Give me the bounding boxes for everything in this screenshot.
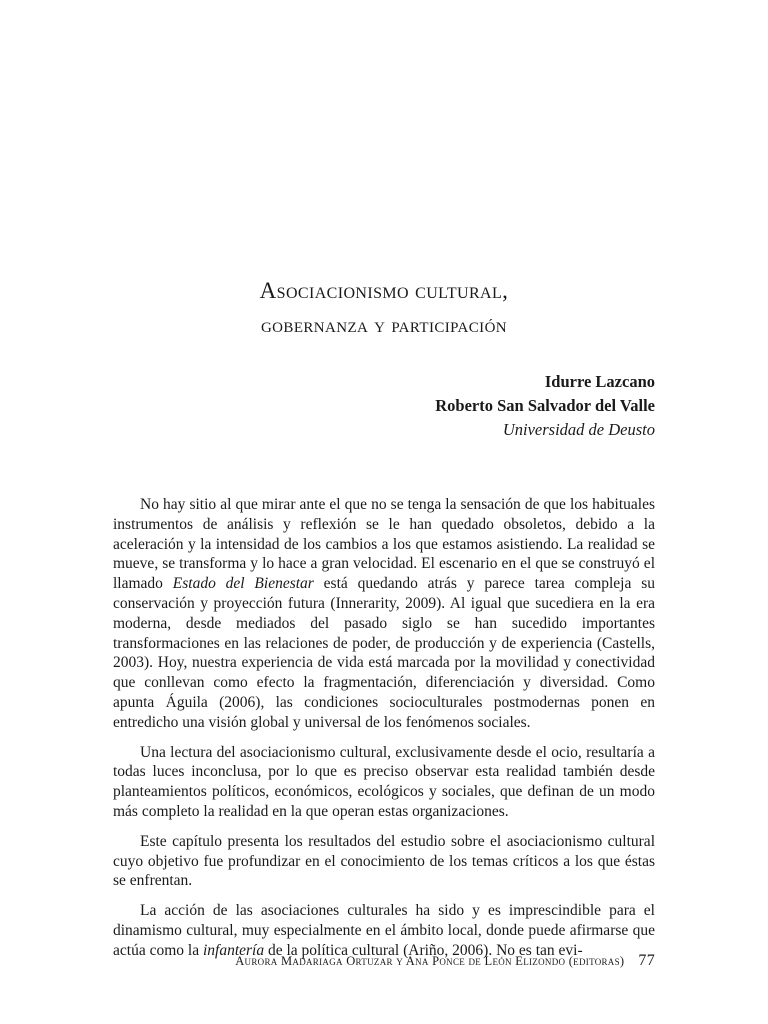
author-block	[435, 370, 655, 442]
chapter-title-line-1: Asociacionismo cultural,	[259, 278, 509, 303]
author-name-2: Roberto San Salvador del Valle	[435, 396, 655, 415]
chapter-title-line-2: gobernanza y participación	[260, 312, 508, 337]
author-name-1: Idurre Lazcano	[544, 372, 655, 391]
paragraph-4-emphasis: infantería	[202, 941, 265, 959]
paragraph-1-part-a: No hay sitio al que mirar ante el que no se tenga la sensación de que los habituales instrumentos de análisis y reflexión se le han quedado obsoletos, debido a la aceleración y la intensidad de los cambios a los que estamos asistiendo. La realidad se mueve, se transforma y lo hace a gran velocidad. El escenario en el que se construyó el llamado	[113, 496, 655, 593]
paragraph-3: Este capítulo presenta los resultados del estudio sobre el asociacionismo cultural cuyo objetivo fue profundizar en el conocimiento de los temas críticos a los que éstas se enfrentan.	[113, 832, 655, 890]
footer-editors: Aurora Madariaga Ortuzar y Ana Ponce de León Elizondo (editoras)	[235, 954, 625, 968]
paragraph-1-emphasis: Estado del Bienestar	[172, 575, 314, 593]
paragraph-4-part-a: La acción de las asociaciones culturales ha sido y es imprescindible para el dinamismo cultural, muy especialmente en el ámbito local, donde puede afirmarse que actúa como la	[113, 902, 655, 959]
body-text	[113, 495, 655, 971]
paragraph-4-part-b: de la política cultural (Ariño, 2006). No es tan evi-	[264, 941, 583, 959]
page-footer	[0, 952, 655, 970]
chapter-title	[0, 276, 768, 340]
paragraph-1	[113, 495, 655, 733]
author-affiliation: Universidad de Deusto	[502, 420, 655, 439]
paragraph-2: Una lectura del asociacionismo cultural, exclusivamente desde el ocio, resultaría a todas luces inconclusa, por lo que es preciso observar esta realidad también desde planteamientos políticos, económicos, ecológicos y sociales, que definan de un modo más completo la realidad en la que operan estas organizaciones.	[113, 743, 655, 820]
paragraph-1-part-b: está quedando atrás y parece tarea compleja su conservación y proyección futura (Innerarity, 2009). Al igual que sucediera en la era moderna, desde mediados del pasado siglo se han sucedido importantes transformaciones en las relaciones de poder, de producción y de experiencia (Castells, 2003). Hoy, nuestra experiencia de vida está marcada por la movilidad y conectividad que conllevan como efecto la fragmentación, diferenciación y diversidad. Como apunta Águila (2006), las condiciones socioculturales postmodernas ponen en entredicho una visión global y universal de los fenómenos sociales.	[113, 575, 655, 731]
page-number: 77	[638, 952, 655, 969]
